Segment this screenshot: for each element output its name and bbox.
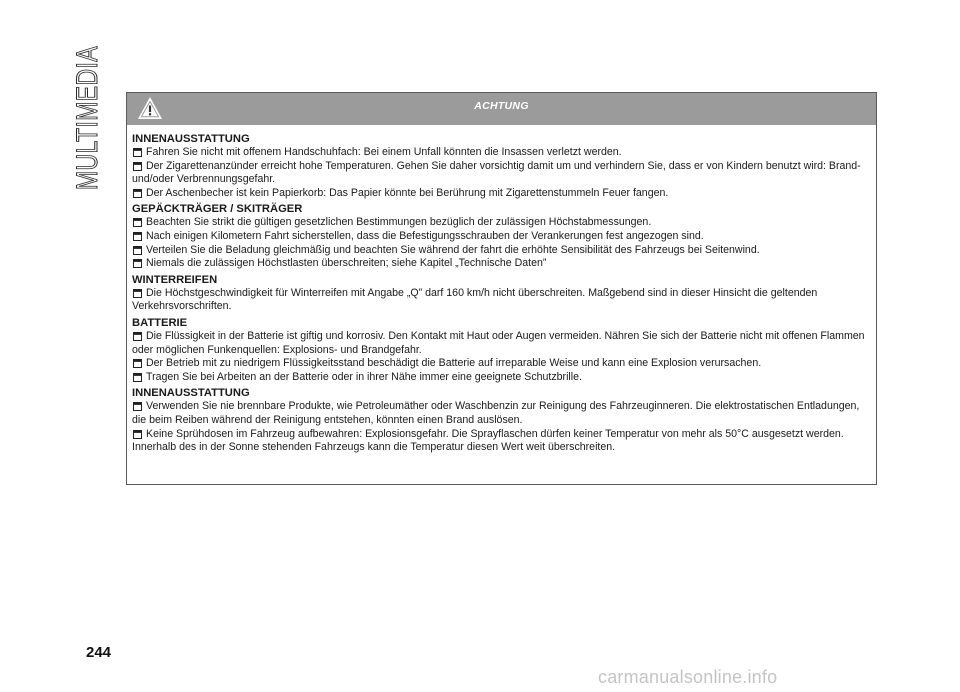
list-item-text: Nach einigen Kilometern Fahrt sicherstellen, dass die Befestigungsschrauben der Verankerungen fest angezogen sind.	[146, 229, 704, 242]
list-item-text: Keine Sprühdosen im Fahrzeug aufbewahren: Explosionsgefahr. Die Sprayflaschen dürfen keiner Temperatur von mehr als 50°C ausgesetzt werden. Innerhalb des in der Sonne stehenden Fahrzeugs kann die Temperatur diesen Wert weit überschreiten.	[132, 427, 844, 454]
list-item	[132, 428, 874, 455]
bullet-square-icon	[133, 332, 142, 341]
list-item	[132, 146, 874, 160]
list-item	[132, 330, 874, 357]
bullet-square-icon	[133, 162, 142, 171]
warning-content	[127, 125, 876, 455]
warning-header	[127, 93, 876, 125]
bullet-square-icon	[133, 148, 142, 157]
section-heading: INNENAUSSTATTUNG	[132, 387, 250, 400]
list-item-text: Die Flüssigkeit in der Batterie ist giftig und korrosiv. Den Kontakt mit Haut oder Augen vermeiden. Nähren Sie sich der Batterie nicht mit offenen Flammen oder möglichen Funkenquellen: Explosions- und Brandgefahr.	[132, 329, 865, 356]
bullet-square-icon	[133, 218, 142, 227]
list-item	[132, 257, 874, 271]
list-item-text: Fahren Sie nicht mit offenem Handschuhfach: Bei einem Unfall könnten die Insassen verletzt werden.	[146, 146, 622, 158]
list-item-text: Der Aschenbecher ist kein Papierkorb: Das Papier könnte bei Berührung mit Zigarettenstummeln Feuer fangen.	[146, 186, 669, 199]
bullet-square-icon	[133, 189, 142, 198]
page-number: 244	[86, 644, 112, 661]
list-item-text: Tragen Sie bei Arbeiten an der Batterie oder in ihrer Nähe immer eine geeignete Schutzbrille.	[146, 370, 582, 383]
list-item-text: Die Höchstgeschwindigkeit für Winterreifen mit Angabe „Q” darf 160 km/h nicht überschreiten. Maßgebend sind in dieser Hinsicht die geltenden Verkehrsvorschriften.	[132, 286, 818, 313]
bullet-square-icon	[133, 246, 142, 255]
list-item	[132, 400, 874, 427]
list-item	[132, 371, 874, 385]
bullet-square-icon	[133, 430, 142, 439]
bullet-square-icon	[133, 259, 142, 268]
list-item	[132, 187, 874, 201]
list-item	[132, 216, 874, 230]
list-item-text: Verwenden Sie nie brennbare Produkte, wie Petroleumäther oder Waschbenzin zur Reinigung des Fahrzeuginneren. Die elektrostatischen Entladungen, die beim Reiben während der Reinigung entstehen, könnten einen Brand auslösen.	[132, 400, 860, 426]
list-item-text: Der Zigarettenanzünder erreicht hohe Temperaturen. Gehen Sie daher vorsichtig damit um und verhindern Sie, dass er von Kindern benutzt wird: Brand- und/oder Verbrennungsgefahr.	[132, 159, 861, 186]
watermark: carmanualsonline.info	[598, 667, 778, 687]
section-heading: INNENAUSSTATTUNG	[132, 133, 250, 145]
chapter-side-title-text: MULTIMEDIA	[71, 44, 104, 190]
list-item-text: Niemals die zulässigen Höchstlasten überschreiten; siehe Kapitel „Technische Daten”	[146, 257, 547, 270]
list-item-text: Der Betrieb mit zu niedrigem Flüssigkeitsstand beschädigt die Batterie auf irreparable Weise und kann eine Explosion verursachen.	[146, 357, 762, 370]
list-item-text: Verteilen Sie die Beladung gleichmäßig und beachten Sie während der fahrt die erhöhte Sensibilität des Fahrzeugs bei Seitenwind.	[146, 243, 760, 256]
section-heading: BATTERIE	[132, 316, 188, 329]
bullet-square-icon	[133, 373, 142, 382]
warning-title: ACHTUNG	[474, 100, 529, 112]
section-heading: GEPÄCKTRÄGER / SKITRÄGER	[132, 203, 303, 216]
list-item	[132, 244, 874, 258]
bullet-square-icon	[133, 232, 142, 241]
list-item	[132, 357, 874, 371]
bullet-square-icon	[133, 402, 142, 411]
list-item	[132, 287, 874, 314]
list-item	[132, 230, 874, 244]
bullet-square-icon	[133, 289, 142, 298]
bullet-square-icon	[133, 359, 142, 368]
list-item-text: Beachten Sie strikt die gültigen gesetzlichen Bestimmungen bezüglich der zulässigen Höchstabmessungen.	[146, 216, 652, 229]
section-heading: WINTERREIFEN	[132, 273, 218, 286]
list-item	[132, 160, 874, 187]
warning-box	[126, 92, 877, 485]
chapter-side-title	[64, 44, 104, 190]
